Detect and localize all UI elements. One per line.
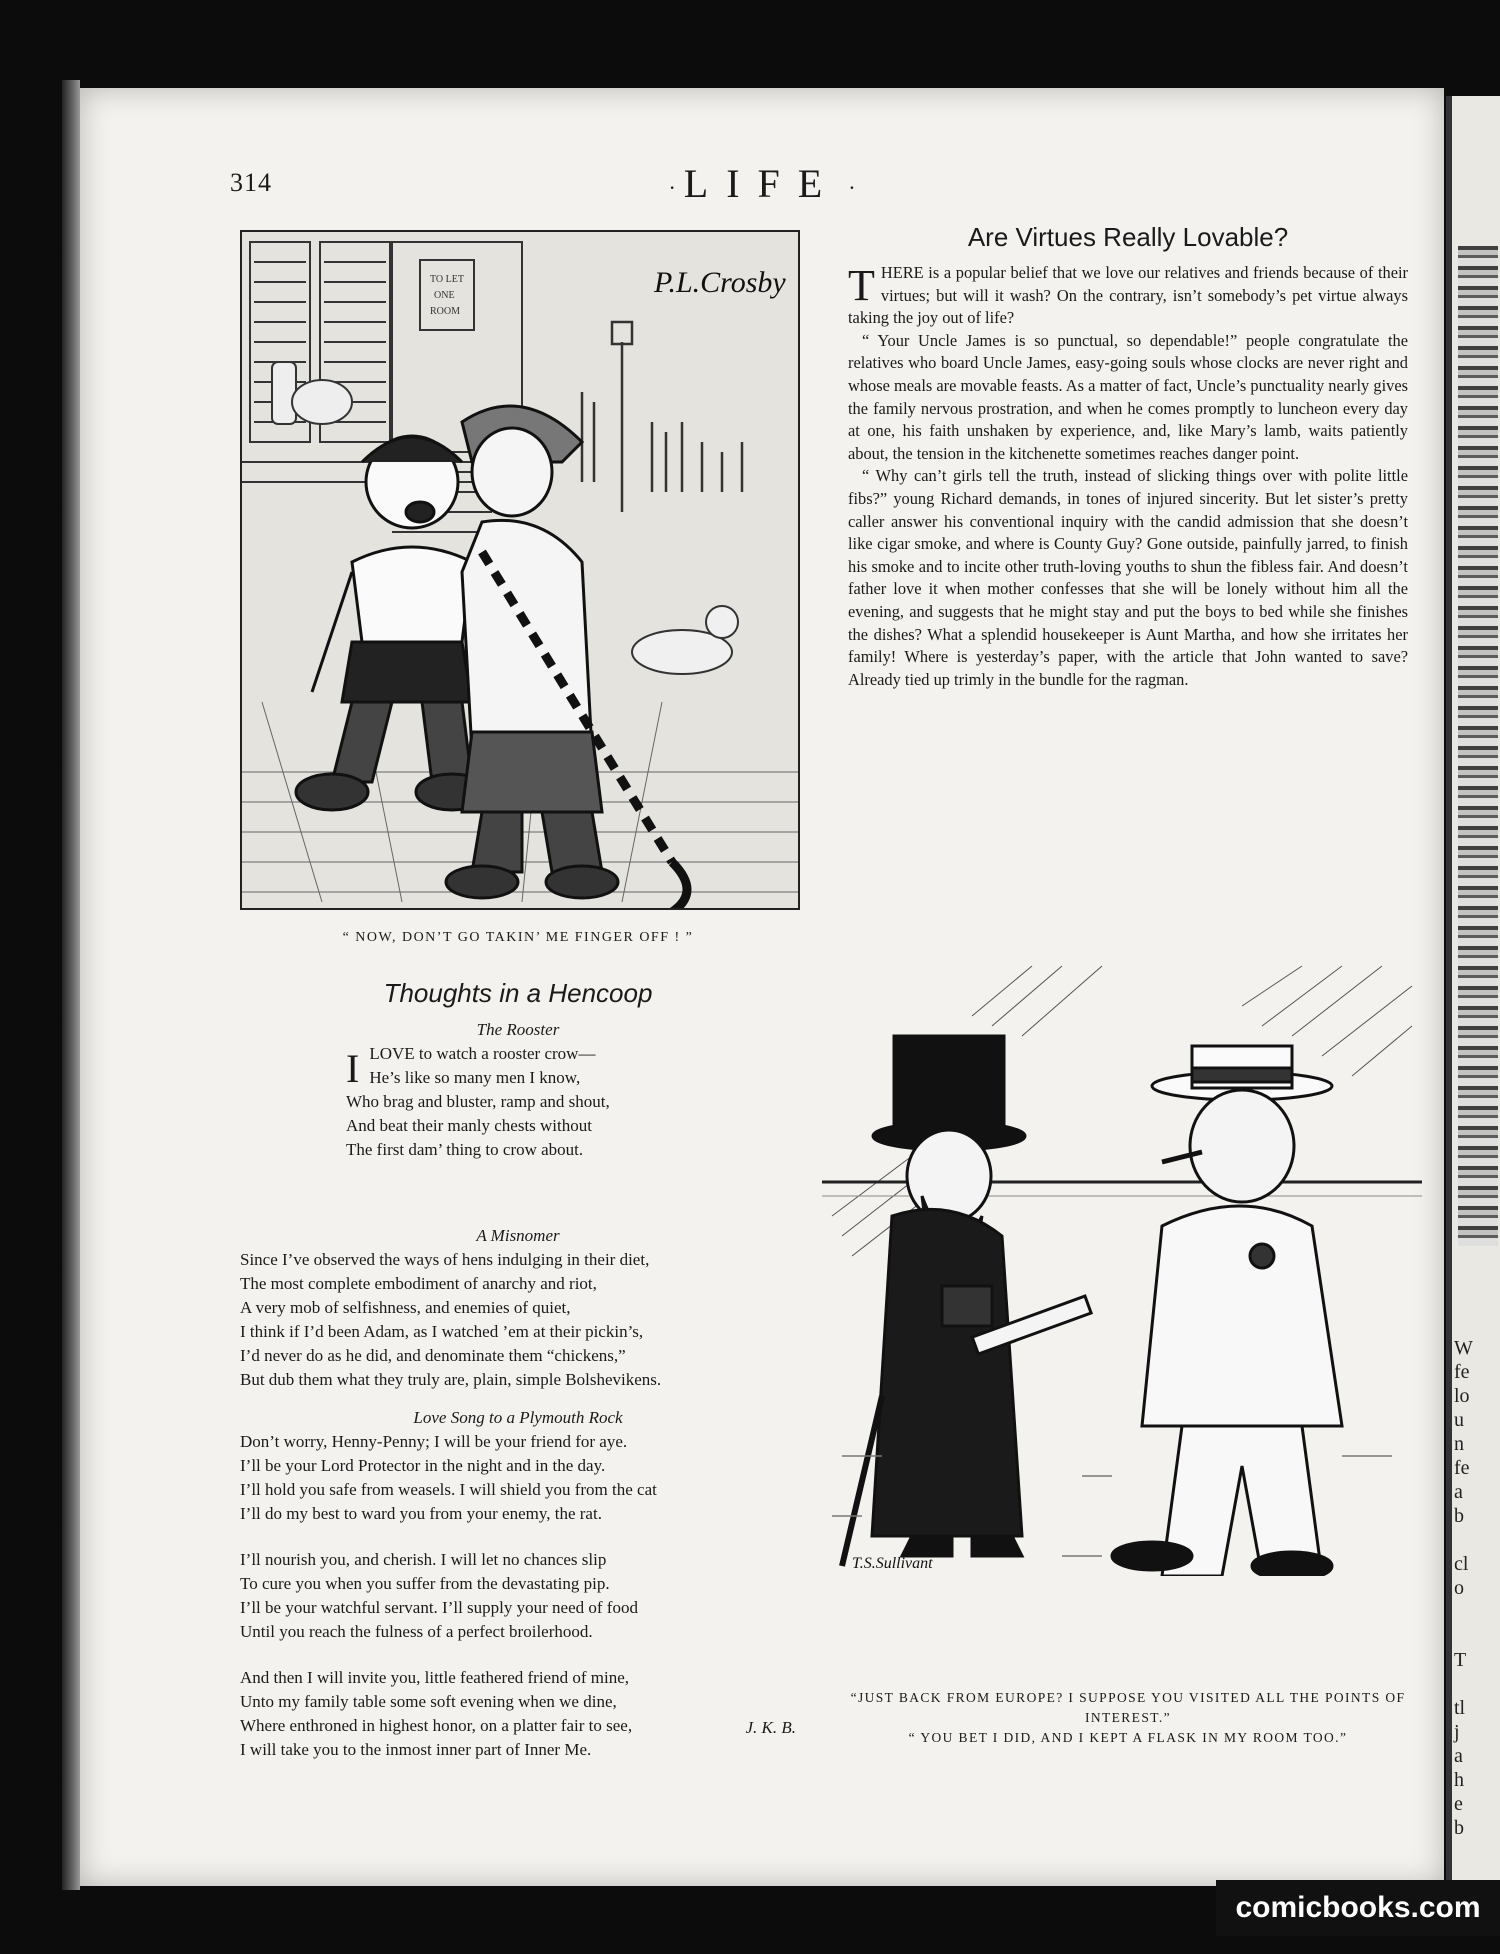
adjacent-page-line: j [1454, 1721, 1460, 1743]
poem-line: But dub them what they truly are, plain, simple Bolshevikens. [240, 1370, 662, 1389]
poem-collection-title: Thoughts in a Hencoop [383, 978, 653, 1008]
poem-line: And then I will invite you, little feathered friend of mine, [240, 1668, 629, 1687]
poem-line: I’ll do my best to ward you from your enemy, the rat. [240, 1504, 602, 1523]
adjacent-page-line: cl [1454, 1553, 1469, 1575]
poem-line: LOVE to watch a rooster crow— [369, 1044, 596, 1063]
adjacent-page-line [1454, 1528, 1494, 1552]
poem-line: I think if I’d been Adam, as I watched ’em at their pickin’s, [240, 1322, 644, 1341]
adjacent-page-line [1454, 1600, 1494, 1624]
article-paragraph: “ Why can’t girls tell the truth, instead of slicking things over with polite little fibs?” young Richard demands, in tones of injured sincerity. But let sister’s pretty caller answer his conventional inquiry with the candid admission that she doesn’t like cigar smoke, and where is County Guy? Gone outside, painfully jarred, to finish his smoke and to incite other truth-loving youths to shun the fibless fair. And doesn’t father love it when mother confesses that she will be lonely without him all the evening, and suggests that he might stay and put the boys to bed while she finishes the dishes? What a splendid housekeeper is Aunt Martha, and how she irritates her family! Where is yesterday’s paper, with the article that John wanted to save? Already tied up trimly in the bundle for the ragman. [848, 466, 1408, 689]
poem-line: I’d never do as he did, and denominate them “chickens,” [240, 1346, 626, 1365]
adjacent-page-text [1454, 1336, 1494, 1840]
adjacent-page-line: n [1454, 1433, 1464, 1455]
adjacent-page-line: W [1454, 1337, 1473, 1359]
poem-author-initials: J. K. B. [745, 1718, 796, 1737]
article-dropcap: T [848, 261, 875, 310]
poem-line: The most complete embodiment of anarchy and riot, [240, 1274, 597, 1293]
adjacent-page-line: lo [1454, 1385, 1470, 1407]
adjacent-page-line: e [1454, 1793, 1463, 1815]
poem-line: I’ll be your Lord Protector in the night and in the day. [240, 1456, 606, 1475]
poem-line: Who brag and bluster, ramp and shout, [346, 1092, 610, 1111]
cartoon-two-men-caption [818, 1688, 1438, 1748]
poem-line: He’s like so many men I know, [369, 1068, 581, 1087]
poem-line: To cure you when you suffer from the devastating pip. [240, 1574, 610, 1593]
svg-text:ONE: ONE [434, 290, 455, 301]
page-number: 314 [230, 168, 272, 197]
adjacent-page-line: tl [1454, 1697, 1466, 1719]
poem-line: The first dam’ thing to crow about. [346, 1140, 584, 1159]
cartoon-signature: T.S.Sullivant [852, 1555, 933, 1572]
adjacent-page-line: T [1454, 1649, 1467, 1671]
poem-line: Since I’ve observed the ways of hens indulging in their diet, [240, 1250, 650, 1269]
poem-line: A very mob of selfishness, and enemies of quiet, [240, 1298, 571, 1317]
adjacent-page-line: a [1454, 1481, 1463, 1503]
poem-subtitle: The Rooster [476, 1020, 560, 1039]
cartoon-two-men-drawing [822, 956, 1422, 1576]
poem-line: Until you reach the fulness of a perfect broilerhood. [240, 1622, 593, 1641]
poem-line: And beat their manly chests without [346, 1116, 592, 1135]
cartoon-two-men [822, 956, 1422, 1576]
adjacent-page-line: b [1454, 1817, 1464, 1839]
poem-line: Where enthroned in highest honor, on a platter fair to see, [240, 1716, 633, 1735]
poem-subtitle: A Misnomer [476, 1226, 560, 1245]
poem-line: Don’t worry, Henny-Penny; I will be your friend for aye. [240, 1432, 628, 1451]
article-paragraph-text: HERE is a popular belief that we love our relatives and friends because of their virtues; but will it wash? On the contrary, isn’t somebody’s pet virtue always taking the joy out of life? [848, 263, 1408, 328]
adjacent-page-line: o [1454, 1577, 1464, 1599]
cartoon-two-boys-caption: “ NOW, DON’T GO TAKIN’ ME FINGER OFF ! ” [342, 930, 694, 945]
svg-text:ROOM: ROOM [430, 306, 461, 317]
adjacent-page-line [1454, 1624, 1494, 1648]
svg-text:TO LET: TO LET [430, 274, 464, 285]
article-paragraph [848, 262, 1408, 330]
book-spine [62, 80, 80, 1890]
adjacent-page-line: fe [1454, 1361, 1470, 1383]
cartoon-two-boys-drawing [242, 232, 798, 908]
adjacent-page-illustration [1458, 246, 1498, 1246]
caption-line: “JUST BACK FROM EUROPE? I SUPPOSE YOU VISITED ALL THE POINTS OF INTEREST.” [850, 1690, 1406, 1725]
poem-line: I’ll be your watchful servant. I’ll supply your need of food [240, 1598, 638, 1617]
adjacent-page-line: fe [1454, 1457, 1470, 1479]
magazine-title-text: LIFE [683, 161, 841, 206]
adjacent-page-line [1454, 1672, 1494, 1696]
cartoon-two-boys [240, 230, 800, 910]
poem-the-rooster [240, 1018, 840, 1162]
adjacent-page [1446, 96, 1500, 1886]
poem-line: I’ll hold you safe from weasels. I will shield you from the cat [240, 1480, 657, 1499]
adjacent-page-line: h [1454, 1769, 1464, 1791]
article-title: Are Virtues Really Lovable? [967, 222, 1289, 252]
caption-line: “ YOU BET I DID, AND I KEPT A FLASK IN MY ROOM TOO.” [908, 1730, 1348, 1745]
article-body [848, 262, 1408, 691]
poem-line: I’ll nourish you, and cherish. I will let no chances slip [240, 1550, 607, 1569]
adjacent-page-line: b [1454, 1505, 1464, 1527]
article-paragraph: “ Your Uncle James is so punctual, so dependable!” people congratulate the relatives who board Uncle James, easy-going souls whose clocks are never right and whose meals are movable feasts. As a matter of fact, Uncle’s punctuality nearly gives the family nervous prostration, and when he comes promptly to luncheon every day at one, his faith unshaken by experience, and, like Mary’s lamb, waits patiently about, the tension in the kitchenette sometimes reaches danger point. [848, 330, 1408, 463]
adjacent-page-line: a [1454, 1745, 1463, 1767]
adjacent-page-line: u [1454, 1409, 1464, 1431]
cartoon-signature: P.L.Crosby [654, 266, 786, 299]
poem-subtitle: Love Song to a Plymouth Rock [413, 1408, 623, 1427]
magazine-title: · LIFE · [668, 161, 856, 206]
poem-love-song [240, 1406, 840, 1762]
poem-line: Unto my family table some soft evening when we dine, [240, 1692, 617, 1711]
watermark-logo: comicbooks.com [1216, 1880, 1500, 1936]
poem-dropcap: I [346, 1046, 360, 1091]
poem-line: I will take you to the inmost inner part of Inner Me. [240, 1740, 592, 1759]
poem-a-misnomer [240, 1224, 840, 1392]
magazine-page [80, 88, 1444, 1886]
